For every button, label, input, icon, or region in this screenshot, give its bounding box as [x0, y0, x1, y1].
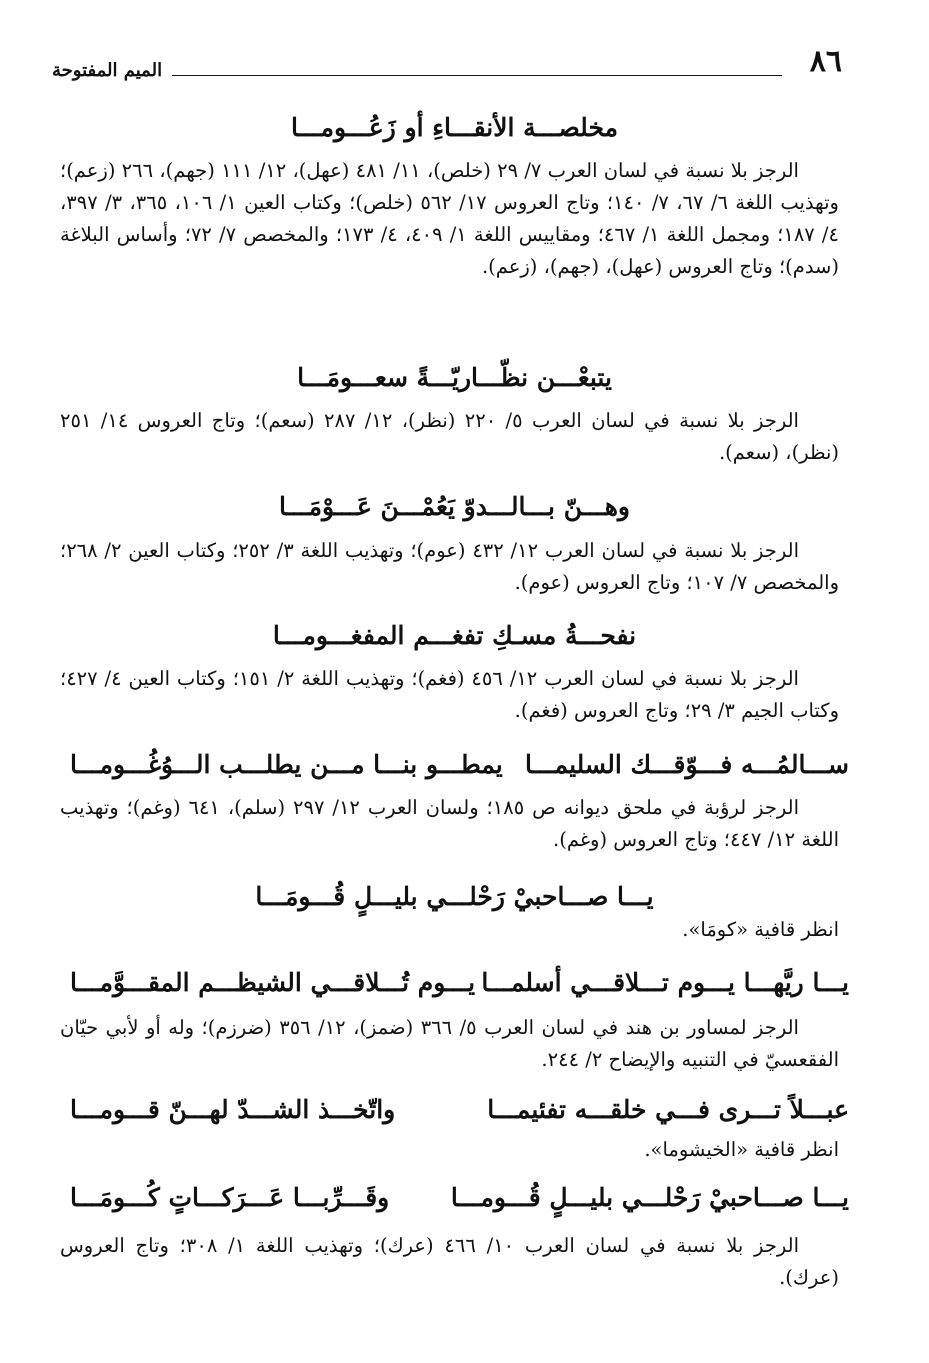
verse-couplet	[70, 1095, 849, 1125]
citation-paragraph: الرجز لمساور بن هند في لسان العرب ٥/ ٣٦٦ (ضمز)، ١٢/ ٣٥٦ (ضرزم)؛ وله أو لأبي حيّان الفقعسيّ في التنبيه والإيضاح ٢/ ٢٤٤.	[60, 1016, 839, 1071]
verse-first-hemistich: يـــا صـــاحبيْ رَحْلـــي بليـــلٍ قُـــومـــا	[450, 1183, 849, 1212]
page-header	[52, 44, 842, 84]
citation-paragraph: الرجز بلا نسبة في لسان العرب ٥/ ٢٢٠ (نظر)، ١٢/ ٢٨٧ (سعم)؛ وتاج العروس ١٤/ ٢٥١ (نظر)، (سعم).	[60, 409, 839, 464]
verse-first-hemistich: يـــا ريَّهـــا يـــوم تـــلاقـــي أسلمـــا	[481, 968, 849, 997]
verse-second-hemistich: يـــوم تُـــلاقـــي الشيظـــم المقـــوَّمـــا	[70, 968, 476, 997]
citation-paragraph: الرجز بلا نسبة في لسان العرب ١٠/ ٤٦٦ (عرك)؛ وتهذيب اللغة ١/ ٣٠٨؛ وتاج العروس (عرك).	[60, 1234, 839, 1289]
cross-reference-note: انظر قافية «الخيشوما».	[644, 1138, 839, 1161]
verse-second-hemistich: وقَـــرِّبـــا عَـــرَكـــاتٍ كُـــومَـــا	[70, 1183, 390, 1212]
citation-paragraph: الرجز بلا نسبة في لسان العرب ١٢/ ٤٥٦ (فغم)؛ وتهذيب اللغة ٢/ ١٥١؛ وكتاب العين ٤/ ٤٢٧؛ وكتاب الجيم ٣/ ٢٩؛ وتاج العروس (فغم).	[60, 667, 839, 722]
cross-reference-note: انظر قافية «كومَا».	[682, 918, 839, 941]
verse-heading: وهـــنّ بـــالـــدوّ يَعُمْـــنَ عَـــوْمَـــا	[279, 492, 630, 521]
verse-couplet	[70, 968, 849, 998]
verse-heading: يـــا صـــاحبيْ رَحْلـــي بليـــلٍ قُـــومَـــا	[255, 882, 654, 911]
verse-first-hemistich: عبـــلاً تـــرى فـــي خلقـــه تفئيمـــا	[487, 1095, 849, 1124]
verse-heading: يتبعْـــن نظّـــاريّـــةً سعـــومَـــا	[297, 363, 612, 392]
verse-heading: مخلصـــة الأنقـــاءِ أو زَعُـــومـــا	[290, 113, 618, 142]
verse-heading: نفحـــةُ مسـكِ تفغـــم المفغـــومـــا	[272, 621, 637, 650]
verse-couplet	[70, 1183, 849, 1213]
citation-paragraph: الرجز بلا نسبة في لسان العرب ١٢/ ٤٣٢ (عوم)؛ وتهذيب اللغة ٣/ ٢٥٢؛ وكتاب العين ٢/ ٢٦٨؛ والمخصص ٧/ ١٠٧؛ وتاج العروس (عوم).	[60, 539, 839, 594]
verse-first-hemistich: ســـالمُـــه فـــوّقـــك السليمـــا	[525, 750, 849, 779]
page-number: ٨٦	[809, 44, 842, 79]
verse-couplet	[70, 750, 849, 780]
header-rule	[172, 75, 782, 76]
verse-second-hemistich: واتّخـــذ الشـــدّ لهـــنّ قـــومـــا	[70, 1095, 396, 1124]
citation-paragraph: الرجز بلا نسبة في لسان العرب ٧/ ٢٩ (خلص)، ١١/ ٤٨١ (عهل)، ١٢/ ١١١ (جهم)، ٢٦٦ (زعم)؛ وتهذيب اللغة ٦/ ٦٧، ٧/ ١٤٠؛ وتاج العروس ١٧/ ٥٦٢ (خلص)؛ وكتاب العين ١/ ١٠٦، ٣٦٥، ٣/ ٣٩٧، ٤/ ١٨٧؛ ومجمل اللغة ١/ ٤٦٧؛ ومقاييس اللغة ١/ ٤٠٩، ٤/ ١٧٣؛ والمخصص ٧/ ٧٢؛ وأساس البلاغة (سدم)؛ وتاج العروس (عهل)، (جهم)، (زعم).	[60, 159, 839, 278]
citation-paragraph: الرجز لرؤبة في ملحق ديوانه ص ١٨٥؛ ولسان العرب ١٢/ ٢٩٧ (سلم)، ٦٤١ (وغم)؛ وتهذيب اللغة ١٢/ ٤٤٧؛ وتاج العروس (وغم).	[60, 796, 839, 851]
running-head: الميم المفتوحة	[52, 60, 163, 81]
verse-second-hemistich: يمطـــو بنـــا مـــن يطلـــب الـــوُغُـــومـــا	[70, 750, 503, 779]
